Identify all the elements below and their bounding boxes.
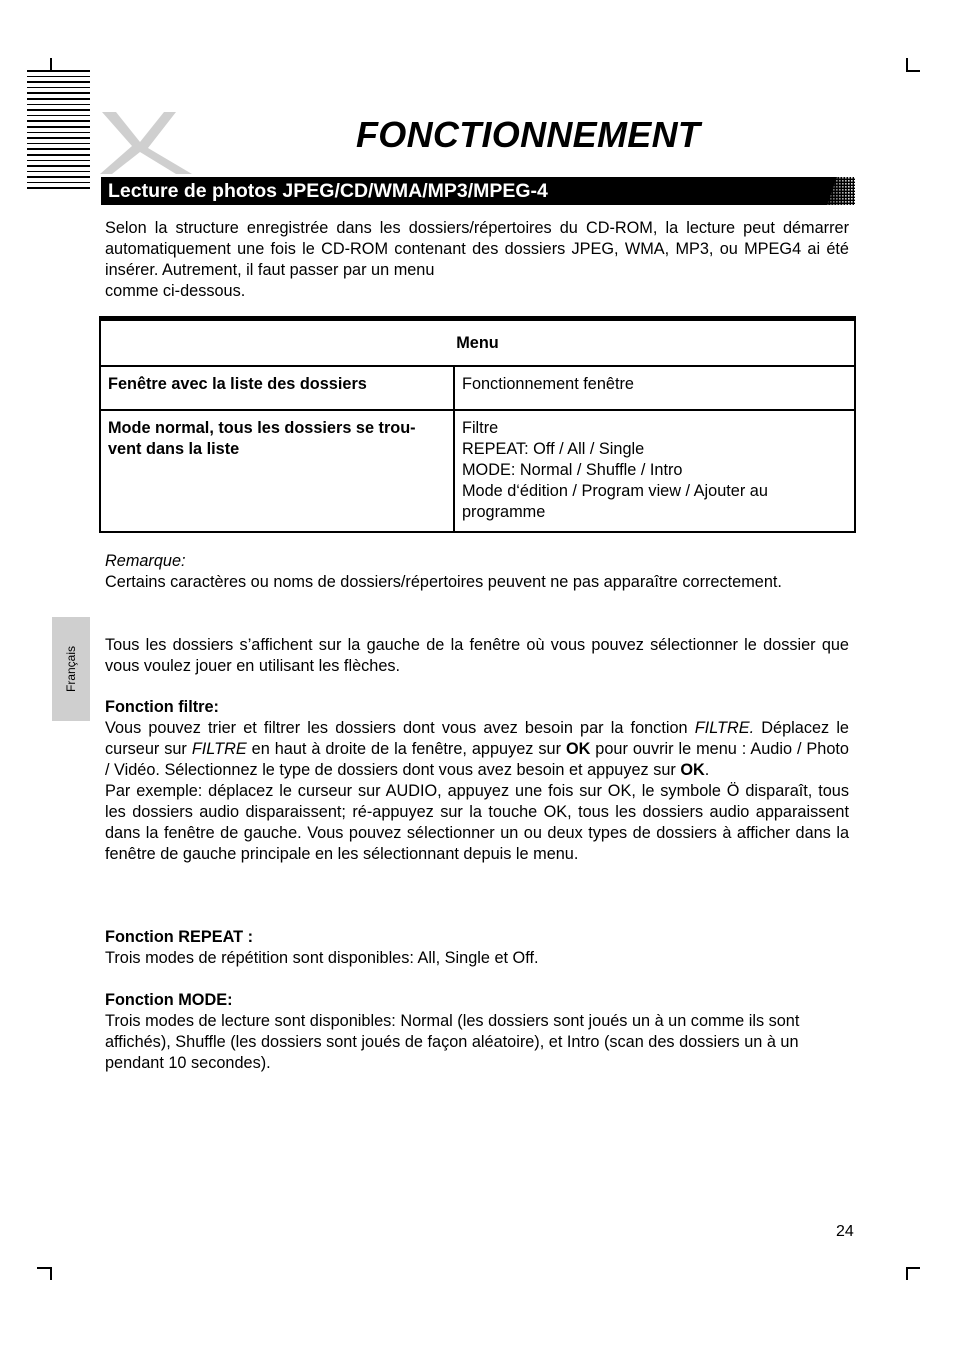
language-tab-label: Français <box>64 645 78 693</box>
folders-paragraph: Tous les dossiers s’affichent sur la gauche de la fenêtre où vous pouvez sélectionner le dossier que vous voulez jouer en utilisant les flèches. <box>105 636 849 675</box>
table-row <box>100 366 855 410</box>
section-title-bar <box>101 177 855 205</box>
page-title: FONCTIONNEMENT <box>356 114 701 155</box>
language-tab <box>52 617 90 721</box>
mode-text: Trois modes de lecture sont disponibles: Normal (les dossiers sont joués un à un comme ils sont affichés), Shuffle (les dossiers sont joués de façon aléatoire), et Intro (scan des dossiers un à un pendant 10 secondes). <box>105 1012 800 1072</box>
repeat-section <box>105 927 849 969</box>
mode-section <box>105 990 849 1074</box>
table-cell-label: Fenêtre avec la liste des dossiers <box>100 366 454 410</box>
table-cell-value: Filtre REPEAT: Off / All / Single MODE: Normal / Shuffle / Intro Mode d‘édition / Program view / Ajouter au programme <box>454 410 855 532</box>
remark-text: Certains caractères ou noms de dossiers/répertoires peuvent ne pas apparaître correctement. <box>105 573 782 591</box>
brand-x-logo-icon <box>96 106 196 176</box>
brand-lines-logo <box>27 70 90 193</box>
filter-heading: Fonction filtre: <box>105 698 219 716</box>
dot-pattern-icon <box>815 177 855 205</box>
page-number: 24 <box>836 1223 854 1240</box>
intro-text: Selon la structure enregistrée dans les dossiers/répertoires du CD-ROM, la lecture peut démarrer automatiquement une fois le CD-ROM contenant des dossiers JPEG, WMA, MP3, ou MPEG4 ai été insérer. Autrement, il faut passer par un menu <box>105 219 849 279</box>
section-title: Lecture de photos JPEG/CD/WMA/MP3/MPEG-4 <box>108 180 548 202</box>
repeat-heading: Fonction REPEAT : <box>105 928 254 946</box>
intro-paragraph <box>105 218 849 302</box>
remark-label: Remarque: <box>105 552 186 570</box>
filter-section <box>105 697 849 865</box>
menu-table <box>99 316 856 533</box>
menu-table-header: Menu <box>100 319 855 367</box>
repeat-text: Trois modes de répétition sont disponibles: All, Single et Off. <box>105 949 539 967</box>
filter-paragraph-2: Par exemple: déplacez le curseur sur AUDIO, appuyez une fois sur OK, le symbole Ö disparaît, tous les dossiers audio disparaissent; ré-appuyez sur la touche OK, tous les dossiers audio apparaissent dans la fenêtre de gauche. Vous pouvez sélectionner un ou deux types de dossiers à afficher dans la fenêtre de gauche principale en les sélectionnant depuis le menu. <box>105 782 849 863</box>
table-row <box>100 410 855 532</box>
table-cell-label: Mode normal, tous les dossiers se trou-vent dans la liste <box>100 410 454 532</box>
mode-heading: Fonction MODE: <box>105 991 233 1009</box>
filter-paragraph-1: Vous pouvez trier et filtrer les dossiers dont vous avez besoin par la fonction FILTRE. Déplacez le curseur sur FILTRE en haut à droite de la fenêtre, appuyez sur OK pour ouvrir le menu : Audio / Photo / Vidéo. Sélectionnez le type de dossiers dont vous avez besoin et appuyez sur OK. <box>105 719 849 779</box>
remark-block <box>105 551 849 593</box>
intro-text-end: comme ci-dessous. <box>105 282 246 300</box>
table-cell-value: Fonctionnement fenêtre <box>454 366 855 410</box>
